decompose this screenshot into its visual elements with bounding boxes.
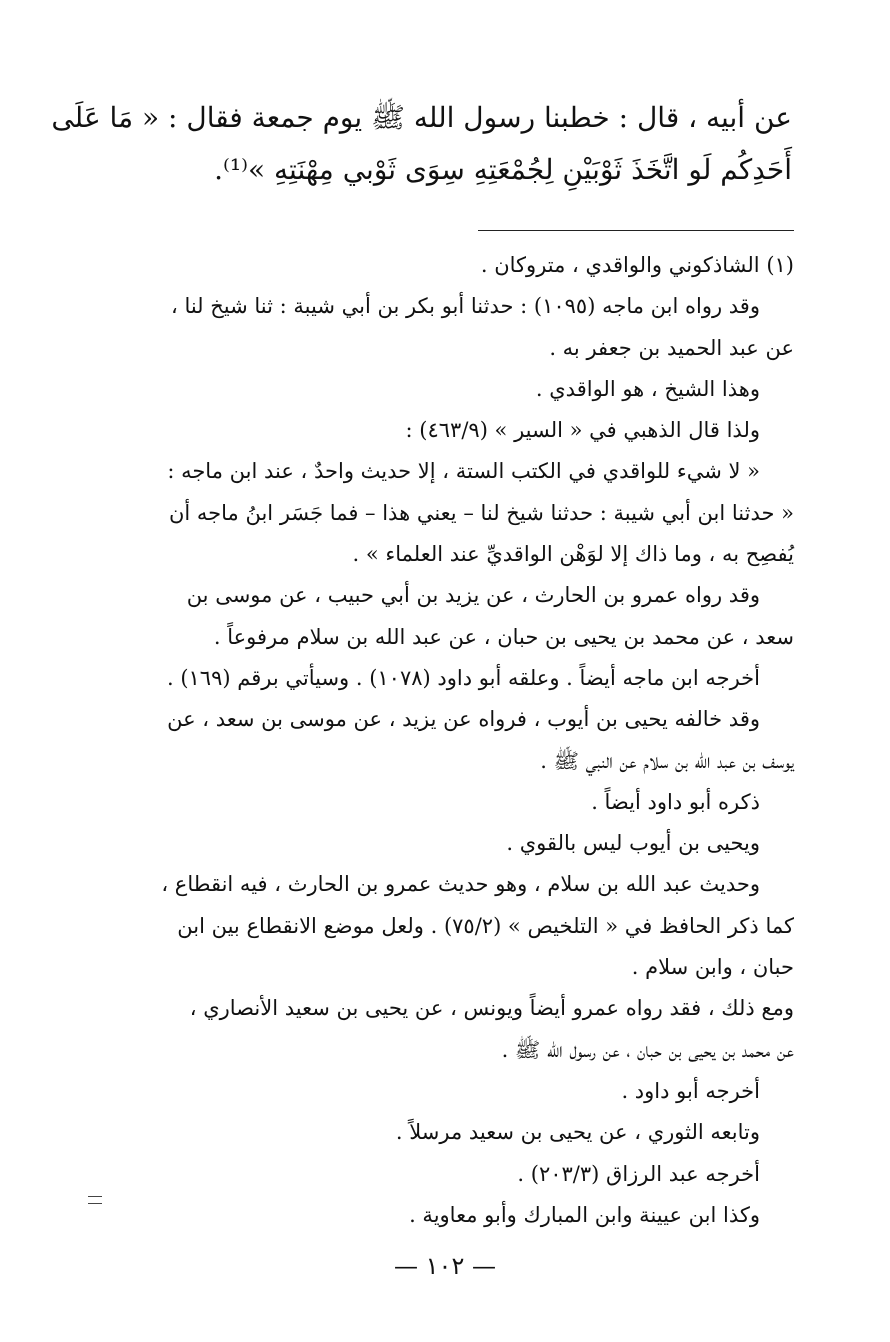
footnotes-block bbox=[88, 245, 794, 1236]
margin-mark bbox=[88, 1196, 102, 1204]
footnote-marker-line: (١) الشاذكوني والواقدي ، متروكان . bbox=[480, 253, 794, 277]
footnote-line: وهذا الشيخ ، هو الواقدي . bbox=[535, 376, 760, 401]
footnote-line: حبان ، وابن سلام . bbox=[631, 955, 794, 980]
footnote-line: كما ذكر الحافظ في « التلخيص » (٧٥/٢) . ولعل موضع الانقطاع بين ابن bbox=[177, 913, 794, 938]
footnote-line: يُفصِح به ، وما ذاك إلا لوَهْن الواقديِّ عند العلماء » . bbox=[352, 542, 794, 567]
footnote-line: وكذا ابن عيينة وابن المبارك وأبو معاوية . bbox=[409, 1202, 760, 1227]
footnote-line: أخرجه ابن ماجه أيضاً . وعلقه أبو داود (١٠٧٨) . وسيأتي برقم (١٦٩) . bbox=[166, 665, 760, 690]
footnote-line: عن محمد بن يحيى بن حبان ، عن رسول الله ﷺ . bbox=[501, 1037, 794, 1062]
page-number: — ١٠٢ — bbox=[394, 1252, 496, 1280]
footnote-line: سعد ، عن محمد بن يحيى بن حبان ، عن عبد الله بن سلام مرفوعاً . bbox=[213, 624, 794, 649]
footnote-line: ومع ذلك ، فقد رواه عمرو أيضاً ويونس ، عن يحيى بن سعيد الأنصاري ، bbox=[189, 996, 794, 1021]
footnote-line: ذكره أبو داود أيضاً . bbox=[591, 789, 760, 814]
footnote-line: وقد خالفه يحيى بن أيوب ، فرواه عن يزيد ، عن موسى بن سعد ، عن bbox=[167, 707, 760, 732]
footnote-line: « حدثنا ابن أبي شيبة : حدثنا شيخ لنا – يعني هذا – فما جَسَر ابنُ ماجه أن bbox=[168, 500, 794, 525]
footnote-line: أخرجه أبو داود . bbox=[621, 1078, 760, 1103]
footnote-line: يوسف بن عبد الله بن سلام عن النبي ﷺ . bbox=[540, 748, 794, 773]
footnote-line: أخرجه عبد الرزاق (٢٠٣/٣) . bbox=[517, 1161, 760, 1186]
footnote-line: « لا شيء للواقدي في الكتب الستة ، إلا حديث واحدٌ ، عند ابن ماجه : bbox=[167, 459, 760, 484]
footnote-line: وحديث عبد الله بن سلام ، وهو حديث عمرو بن الحارث ، فيه انقطاع ، bbox=[161, 872, 760, 897]
main-text-line: أَحَدِكُم لَو اتَّخَذَ ثَوْبَيْنِ لِجُمْعَتِهِ سِوَى ثَوْبي مِهْنَتِهِ »⁽¹⁾. bbox=[214, 153, 792, 186]
footnote-line: ويحيى بن أيوب ليس بالقوي . bbox=[506, 831, 760, 856]
footnote-line: عن عبد الحميد بن جعفر به . bbox=[549, 335, 794, 360]
footnote-line: ولذا قال الذهبي في « السير » (٤٦٣/٩) : bbox=[405, 418, 760, 443]
main-text-block bbox=[51, 92, 792, 196]
footnote-line: وقد رواه ابن ماجه (١٠٩٥) : حدثنا أبو بكر بن أبي شيبة : ثنا شيخ لنا ، bbox=[170, 294, 760, 319]
main-text-line: عن أبيه ، قال : خطبنا رسول الله ﷺ يوم جمعة فقال : « مَا عَلَى bbox=[51, 101, 792, 134]
footnote-line: وقد رواه عمرو بن الحارث ، عن يزيد بن أبي حبيب ، عن موسى بن bbox=[186, 583, 760, 608]
footnote-line: وتابعه الثوري ، عن يحيى بن سعيد مرسلاً . bbox=[395, 1120, 760, 1145]
footnote-separator bbox=[478, 230, 794, 231]
